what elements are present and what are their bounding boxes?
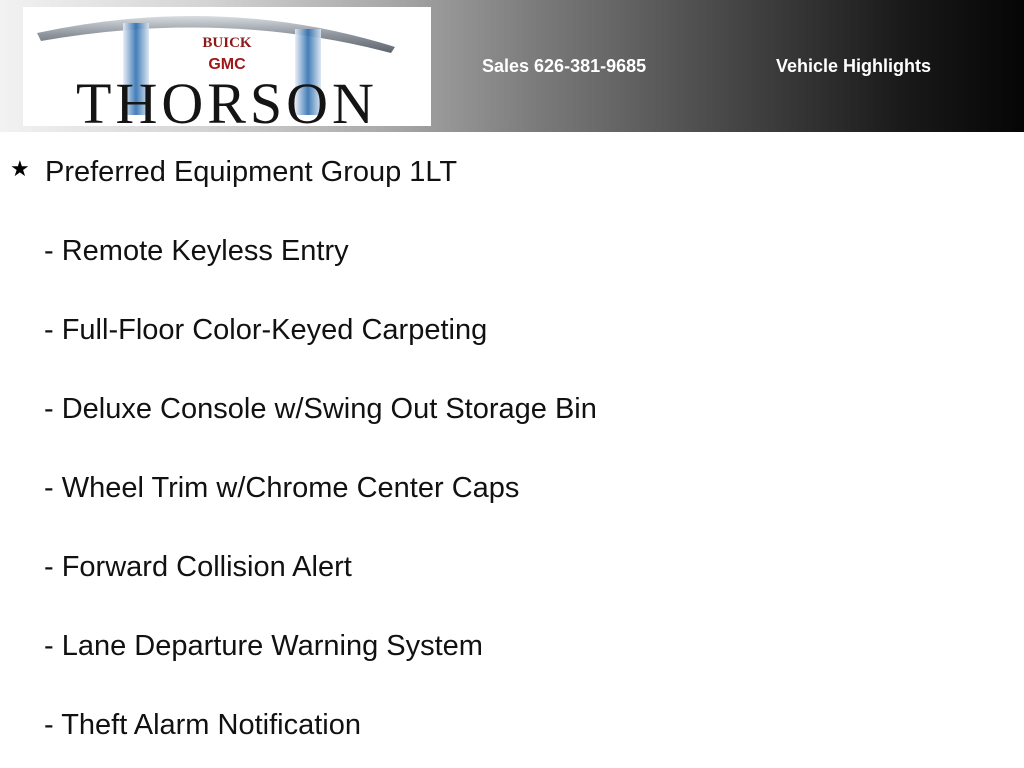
feature-group-title: Preferred Equipment Group 1LT (45, 156, 458, 188)
buick-wordmark: BUICK (202, 35, 252, 51)
feature-group-header (0, 154, 1024, 190)
feature-item-lane-departure-warning: - Lane Departure Warning System (44, 630, 483, 662)
feature-item-remote-keyless-entry: - Remote Keyless Entry (44, 235, 349, 267)
dealer-logo[interactable] (23, 7, 431, 126)
feature-item-forward-collision-alert: - Forward Collision Alert (44, 551, 352, 583)
feature-item-theft-alarm: - Theft Alarm Notification (44, 709, 361, 741)
gmc-wordmark: GMC (208, 56, 246, 73)
feature-item-deluxe-console: - Deluxe Console w/Swing Out Storage Bin (44, 393, 597, 425)
feature-item-carpeting: - Full-Floor Color-Keyed Carpeting (44, 314, 488, 346)
feature-item-wheel-trim: - Wheel Trim w/Chrome Center Caps (44, 472, 520, 504)
thorson-wordmark: THORSON (76, 71, 378, 126)
star-icon: ★ (10, 156, 30, 181)
vehicle-highlights-link[interactable]: Vehicle Highlights (776, 56, 932, 76)
sales-phone-link[interactable]: Sales 626-381-9685 (482, 56, 647, 76)
site-header (0, 0, 1024, 132)
thorson-logo-graphic (23, 7, 431, 126)
